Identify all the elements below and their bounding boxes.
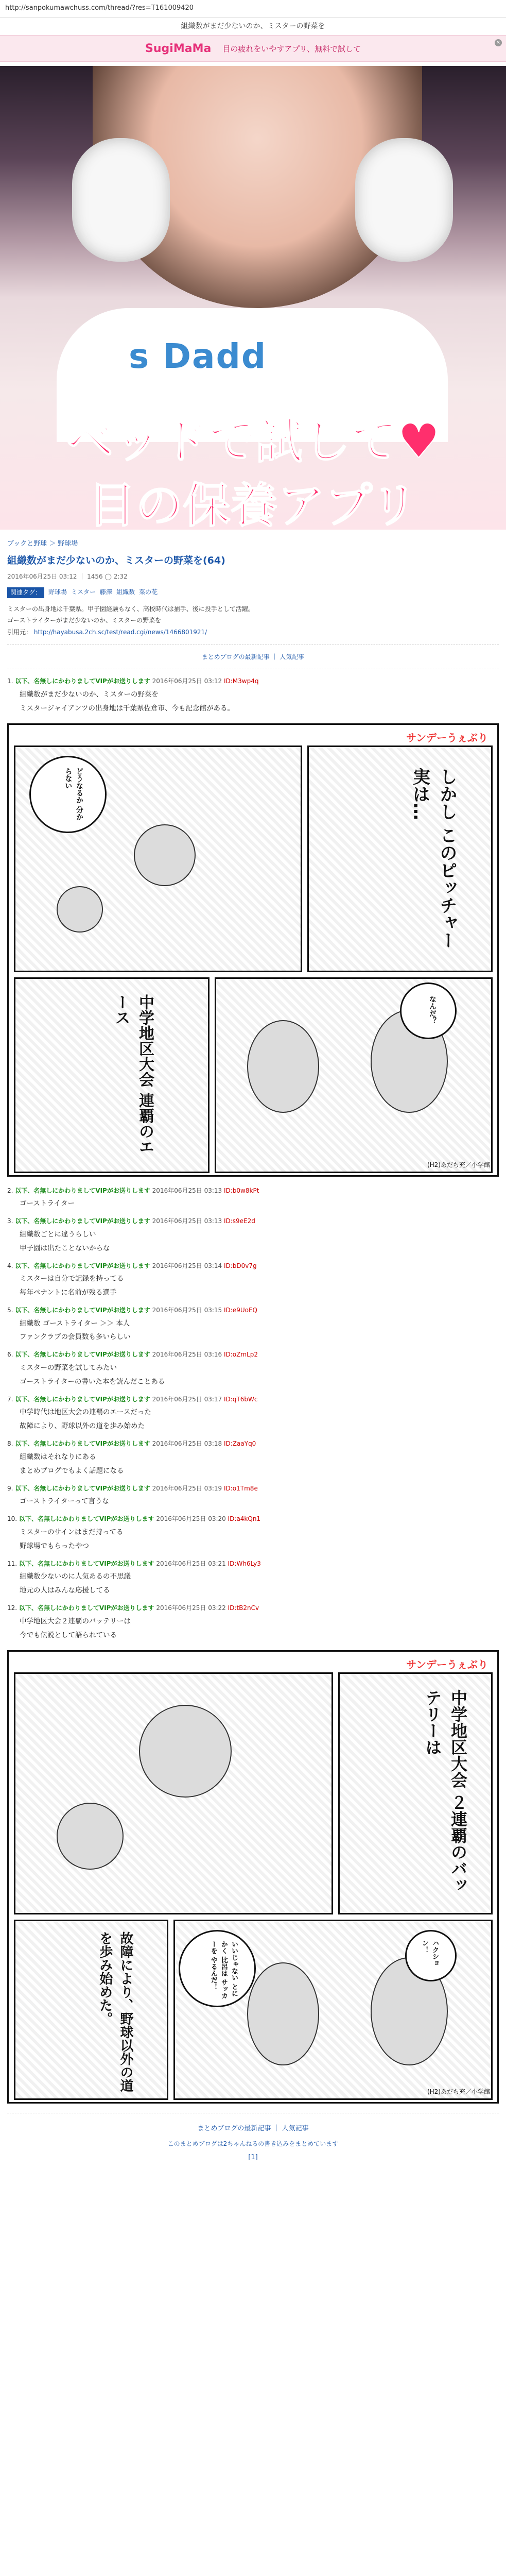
post-date: 2016年06月25日 03:21: [156, 1560, 226, 1567]
post-line: 組織数ごとに違うらしい: [20, 1230, 96, 1239]
post-body: [7, 689, 499, 714]
speech-balloon: [29, 756, 107, 833]
source-line: [7, 628, 499, 637]
post-line: 組織数はそれなりにある: [20, 1452, 96, 1461]
manga-panel: [14, 977, 210, 1173]
poster-name: 以下、名無しにかわりましてVIPがお送りします: [15, 677, 150, 685]
poster-name: 以下、名無しにかわりましてVIPがお送りします: [19, 1560, 154, 1567]
post: [7, 1395, 499, 1432]
post-body: [7, 1527, 499, 1552]
post-date: 2016年06月25日 03:12: [152, 677, 222, 685]
manga-vertical-text-sub: 中学地区大会 連覇のエース: [112, 994, 154, 1155]
post-line: ゴーストライターって言うな: [20, 1497, 109, 1506]
thread-title[interactable]: 組織数がまだ少ないのか、ミスターの野菜を(64): [7, 555, 225, 567]
post-line: 組織数 ゴーストライター ＞＞ 本人: [20, 1319, 130, 1328]
batter-figure: [57, 886, 103, 933]
poster-id[interactable]: ID:M3wp4q: [223, 677, 259, 685]
manga-logo: サンデーうぇぶり: [406, 731, 488, 744]
hero-ad-image[interactable]: [0, 66, 506, 530]
post-line: 野球場でもらったやつ: [20, 1541, 89, 1550]
pitcher-figure: [134, 824, 196, 886]
post-date: 2016年06月25日 03:19: [152, 1484, 222, 1492]
post-number[interactable]: 6.: [7, 1351, 13, 1359]
post-date: 2016年06月25日 03:18: [152, 1440, 222, 1448]
hero-copy-line2: 目の保養アプリ: [88, 478, 418, 530]
post-header: [7, 1186, 499, 1196]
speech-balloon: [405, 1930, 457, 1981]
manga-panel: [307, 745, 493, 972]
boy-figure: [247, 1020, 319, 1113]
post-line: 地元の人はみんな応援してる: [20, 1586, 110, 1595]
ad-logo: SugiMaMa: [145, 42, 212, 55]
post-date: 2016年06月25日 03:22: [156, 1604, 226, 1612]
url-bar[interactable]: [0, 0, 506, 18]
top-ad-banner[interactable]: [0, 35, 506, 62]
post-line: 甲子園は出たことないからな: [20, 1244, 110, 1252]
poster-id[interactable]: ID:s9eE2d: [223, 1217, 255, 1225]
speech-balloon: [400, 982, 457, 1039]
post-body: [7, 1274, 499, 1298]
tag-link[interactable]: 菜の花: [139, 588, 158, 596]
balloon-text: ハクション！: [420, 1939, 439, 1967]
related-links[interactable]: まとめブログの最新記事 ｜ 人気記事: [201, 653, 305, 660]
post: [7, 1439, 499, 1476]
posts-section-1: [7, 676, 499, 714]
post-header: [7, 1350, 499, 1360]
post-date: 2016年06月25日 03:14: [152, 1262, 222, 1269]
poster-name: 以下、名無しにかわりましてVIPがお送りします: [15, 1187, 150, 1194]
post-body: [7, 1452, 499, 1477]
poster-id[interactable]: ID:tB2nCv: [228, 1604, 259, 1612]
poster-id[interactable]: ID:o1Tm8e: [223, 1484, 258, 1492]
source-label: 引用元：: [7, 628, 32, 636]
page-heading: 組織数がまだ少ないのか、ミスターの野菜を: [181, 22, 325, 30]
manga-image-1[interactable]: [7, 723, 499, 1177]
article-content: [0, 539, 506, 2163]
post-header: [7, 1395, 499, 1404]
posts-section-2: [7, 1186, 499, 1641]
post-line: 中学時代は地区大会の連覇のエースだった: [20, 1408, 151, 1417]
post-header: [7, 1306, 499, 1315]
thread-summary: ミスターの出身地は千葉県。甲子園経験もなく、高校時代は捕手、後に投手として活躍。: [7, 605, 254, 613]
post-number[interactable]: 11.: [7, 1560, 18, 1567]
post: [7, 1261, 499, 1298]
speech-balloon: [179, 1930, 256, 2007]
post-date: 2016年06月25日 03:20: [156, 1515, 226, 1523]
balloon-text: なんだ？: [428, 995, 437, 1024]
post-body: [7, 1571, 499, 1596]
poster-name: 以下、名無しにかわりましてVIPがお送りします: [15, 1484, 150, 1492]
poster-name: 以下、名無しにかわりましてVIPがお送りします: [15, 1306, 150, 1314]
manga-caption: (H2)あだち充／小学館: [427, 2088, 490, 2095]
poster-id[interactable]: ID:oZmLp2: [223, 1351, 258, 1359]
source-link[interactable]: http://hayabusa.2ch.sc/test/read.cgi/news/1466801921/: [33, 628, 207, 636]
headphone-right-image: [355, 138, 453, 262]
post-header: [7, 1559, 499, 1569]
post: [7, 1306, 499, 1343]
poster-id[interactable]: ID:Wh6Ly3: [228, 1560, 261, 1567]
post-number[interactable]: 3.: [7, 1217, 13, 1225]
post: [7, 1484, 499, 1507]
post-line: ミスターの野菜を試してみたい: [20, 1364, 117, 1372]
tag-link[interactable]: 組織数: [116, 588, 135, 596]
tags-label: 関連タグ：: [7, 587, 44, 598]
manga-vertical-text-main: しかし このピッチャー実は…: [409, 767, 457, 949]
post-body: [7, 1616, 499, 1641]
post: [7, 1186, 499, 1210]
post-line: ミスターのサインはまだ持ってる: [20, 1528, 124, 1536]
post-line: 故障により、野球以外の道を歩み始めた: [20, 1422, 145, 1431]
post-number[interactable]: 10.: [7, 1515, 18, 1523]
post-line: ミスターは自分で記録を持ってる: [20, 1275, 124, 1283]
post-header: [7, 1603, 499, 1613]
post-number[interactable]: 9.: [7, 1484, 13, 1492]
poster-name: 以下、名無しにかわりましてVIPがお送りします: [19, 1515, 154, 1523]
post-body: [7, 1198, 499, 1209]
post-line: ゴーストライター: [20, 1199, 75, 1208]
post: [7, 1216, 499, 1253]
post-date: 2016年06月25日 03:15: [152, 1306, 222, 1314]
poster-id[interactable]: ID:a4kQn1: [228, 1515, 261, 1523]
post-number[interactable]: 12.: [7, 1604, 18, 1612]
post-line: 今でも伝説として語られている: [20, 1631, 117, 1639]
post: [7, 1559, 499, 1596]
manga-logo: サンデーうぇぶり: [406, 1658, 488, 1671]
poster-name: 以下、名無しにかわりましてVIPがお送りします: [15, 1351, 150, 1359]
url-text: http://sanpokumawchuss.com/thread/?res=T161009420: [5, 4, 194, 12]
poster-id[interactable]: ID:bD0v7g: [223, 1262, 257, 1269]
footer-note: このまとめブログは2ちゃんねるの書き込みをまとめています: [167, 2140, 339, 2147]
post: [7, 1603, 499, 1640]
breadcrumb[interactable]: ブックと野球 ＞ 野球場: [7, 540, 78, 548]
post-number[interactable]: 4.: [7, 1262, 13, 1269]
post-number[interactable]: 1.: [7, 677, 13, 685]
tag-link[interactable]: ミスター: [71, 588, 96, 596]
post-date: 2016年06月25日 03:13: [152, 1187, 222, 1194]
poster-name: 以下、名無しにかわりましてVIPがお送りします: [15, 1440, 150, 1448]
manga-panel: [14, 1672, 333, 1914]
poster-name: 以下、名無しにかわりましてVIPがお送りします: [15, 1217, 150, 1225]
tag-link[interactable]: 藤澤: [100, 588, 113, 596]
ad-close-icon[interactable]: ×: [495, 39, 502, 46]
boy-figure: [247, 1962, 319, 2065]
poster-id[interactable]: ID:qT6bWc: [223, 1395, 258, 1403]
post-body: [7, 1318, 499, 1343]
poster-id[interactable]: ID:e9UoEQ: [223, 1306, 257, 1314]
ball-figure: [57, 1803, 124, 1870]
post: [7, 1514, 499, 1551]
poster-name: 以下、名無しにかわりましてVIPがお送りします: [15, 1262, 150, 1269]
tag-row: [7, 587, 499, 598]
post-line: 組織数がまだ少ないのか、ミスターの野菜を: [20, 690, 159, 699]
post-line: 中学地区大会２連覇のバッテリーは: [20, 1617, 131, 1625]
manga-caption: (H2)あだち充／小学館: [427, 1161, 490, 1168]
catcher-figure: [139, 1705, 232, 1798]
post-number[interactable]: 2.: [7, 1187, 13, 1194]
post-line: ミスタージャイアンツの出身地は千葉県佐倉市、今も記念館がある。: [20, 704, 235, 713]
post: [7, 676, 499, 714]
tag-link[interactable]: 野球場: [48, 588, 67, 596]
post-line: 毎年ペナントに名前が残る選手: [20, 1289, 117, 1297]
balloon-text: どうなるか 分からない: [64, 767, 83, 821]
manga-vertical-text-main: 中学地区大会 ２連覇のバッテリーは: [423, 1689, 468, 1893]
post-date: 2016年06月25日 03:13: [152, 1217, 222, 1225]
post-header: [7, 1439, 499, 1449]
post-body: [7, 1363, 499, 1387]
manga-panel: [338, 1672, 493, 1914]
balloon-text: いいじゃない とにかく 比呂は サッカーを やるんだ！: [209, 1940, 238, 1999]
hero-copy-line1: ベッドで試して♥: [66, 414, 440, 469]
post-line: ゴーストライターの書いた本を読んだことある: [20, 1377, 165, 1386]
post-header: [7, 1514, 499, 1524]
poster-name: 以下、名無しにかわりましてVIPがお送りします: [15, 1395, 150, 1403]
manga-image-2[interactable]: [7, 1650, 499, 2104]
manga-vertical-text-sub: 故障により、野球以外の道を歩み始めた。: [97, 1931, 133, 2092]
post-header: [7, 1484, 499, 1494]
ad-text: 目の疲れをいやすアプリ、無料で試して: [222, 44, 361, 54]
post-number[interactable]: 5.: [7, 1306, 13, 1314]
hero-shirt-text: s Dadd: [129, 336, 267, 376]
post-date: 2016年06月25日 03:17: [152, 1395, 222, 1403]
pager[interactable]: [1]: [248, 2154, 258, 2162]
post-body: [7, 1229, 499, 1254]
manga-panel: [14, 1920, 168, 2100]
poster-id[interactable]: ID:ZaaYq0: [223, 1440, 256, 1448]
post-body: [7, 1407, 499, 1432]
post-body: [7, 1496, 499, 1507]
post-line: まとめブログでもよく話題になる: [20, 1466, 124, 1475]
footer-links[interactable]: まとめブログの最新記事 ｜ 人気記事: [197, 2124, 309, 2132]
thread-summary-2: ゴーストライターがまだ少ないのか、ミスターの野菜を: [7, 617, 162, 624]
post-date: 2016年06月25日 03:16: [152, 1351, 222, 1359]
post-header: [7, 1261, 499, 1271]
post-number[interactable]: 7.: [7, 1395, 13, 1403]
post-number[interactable]: 8.: [7, 1440, 13, 1448]
post: [7, 1350, 499, 1387]
poster-id[interactable]: ID:b0w8kPt: [223, 1187, 259, 1194]
thread-meta: 2016年06月25日 03:12 ｜ 1456 ◯ 2:32: [7, 572, 128, 580]
post-header: [7, 676, 499, 686]
headphone-left-image: [72, 138, 170, 262]
post-header: [7, 1216, 499, 1226]
post-line: 組織数少ないのに人気あるの不思議: [20, 1572, 131, 1581]
post-line: ファンクラブの会員数も多いらしい: [20, 1333, 131, 1342]
poster-name: 以下、名無しにかわりましてVIPがお送りします: [19, 1604, 154, 1612]
